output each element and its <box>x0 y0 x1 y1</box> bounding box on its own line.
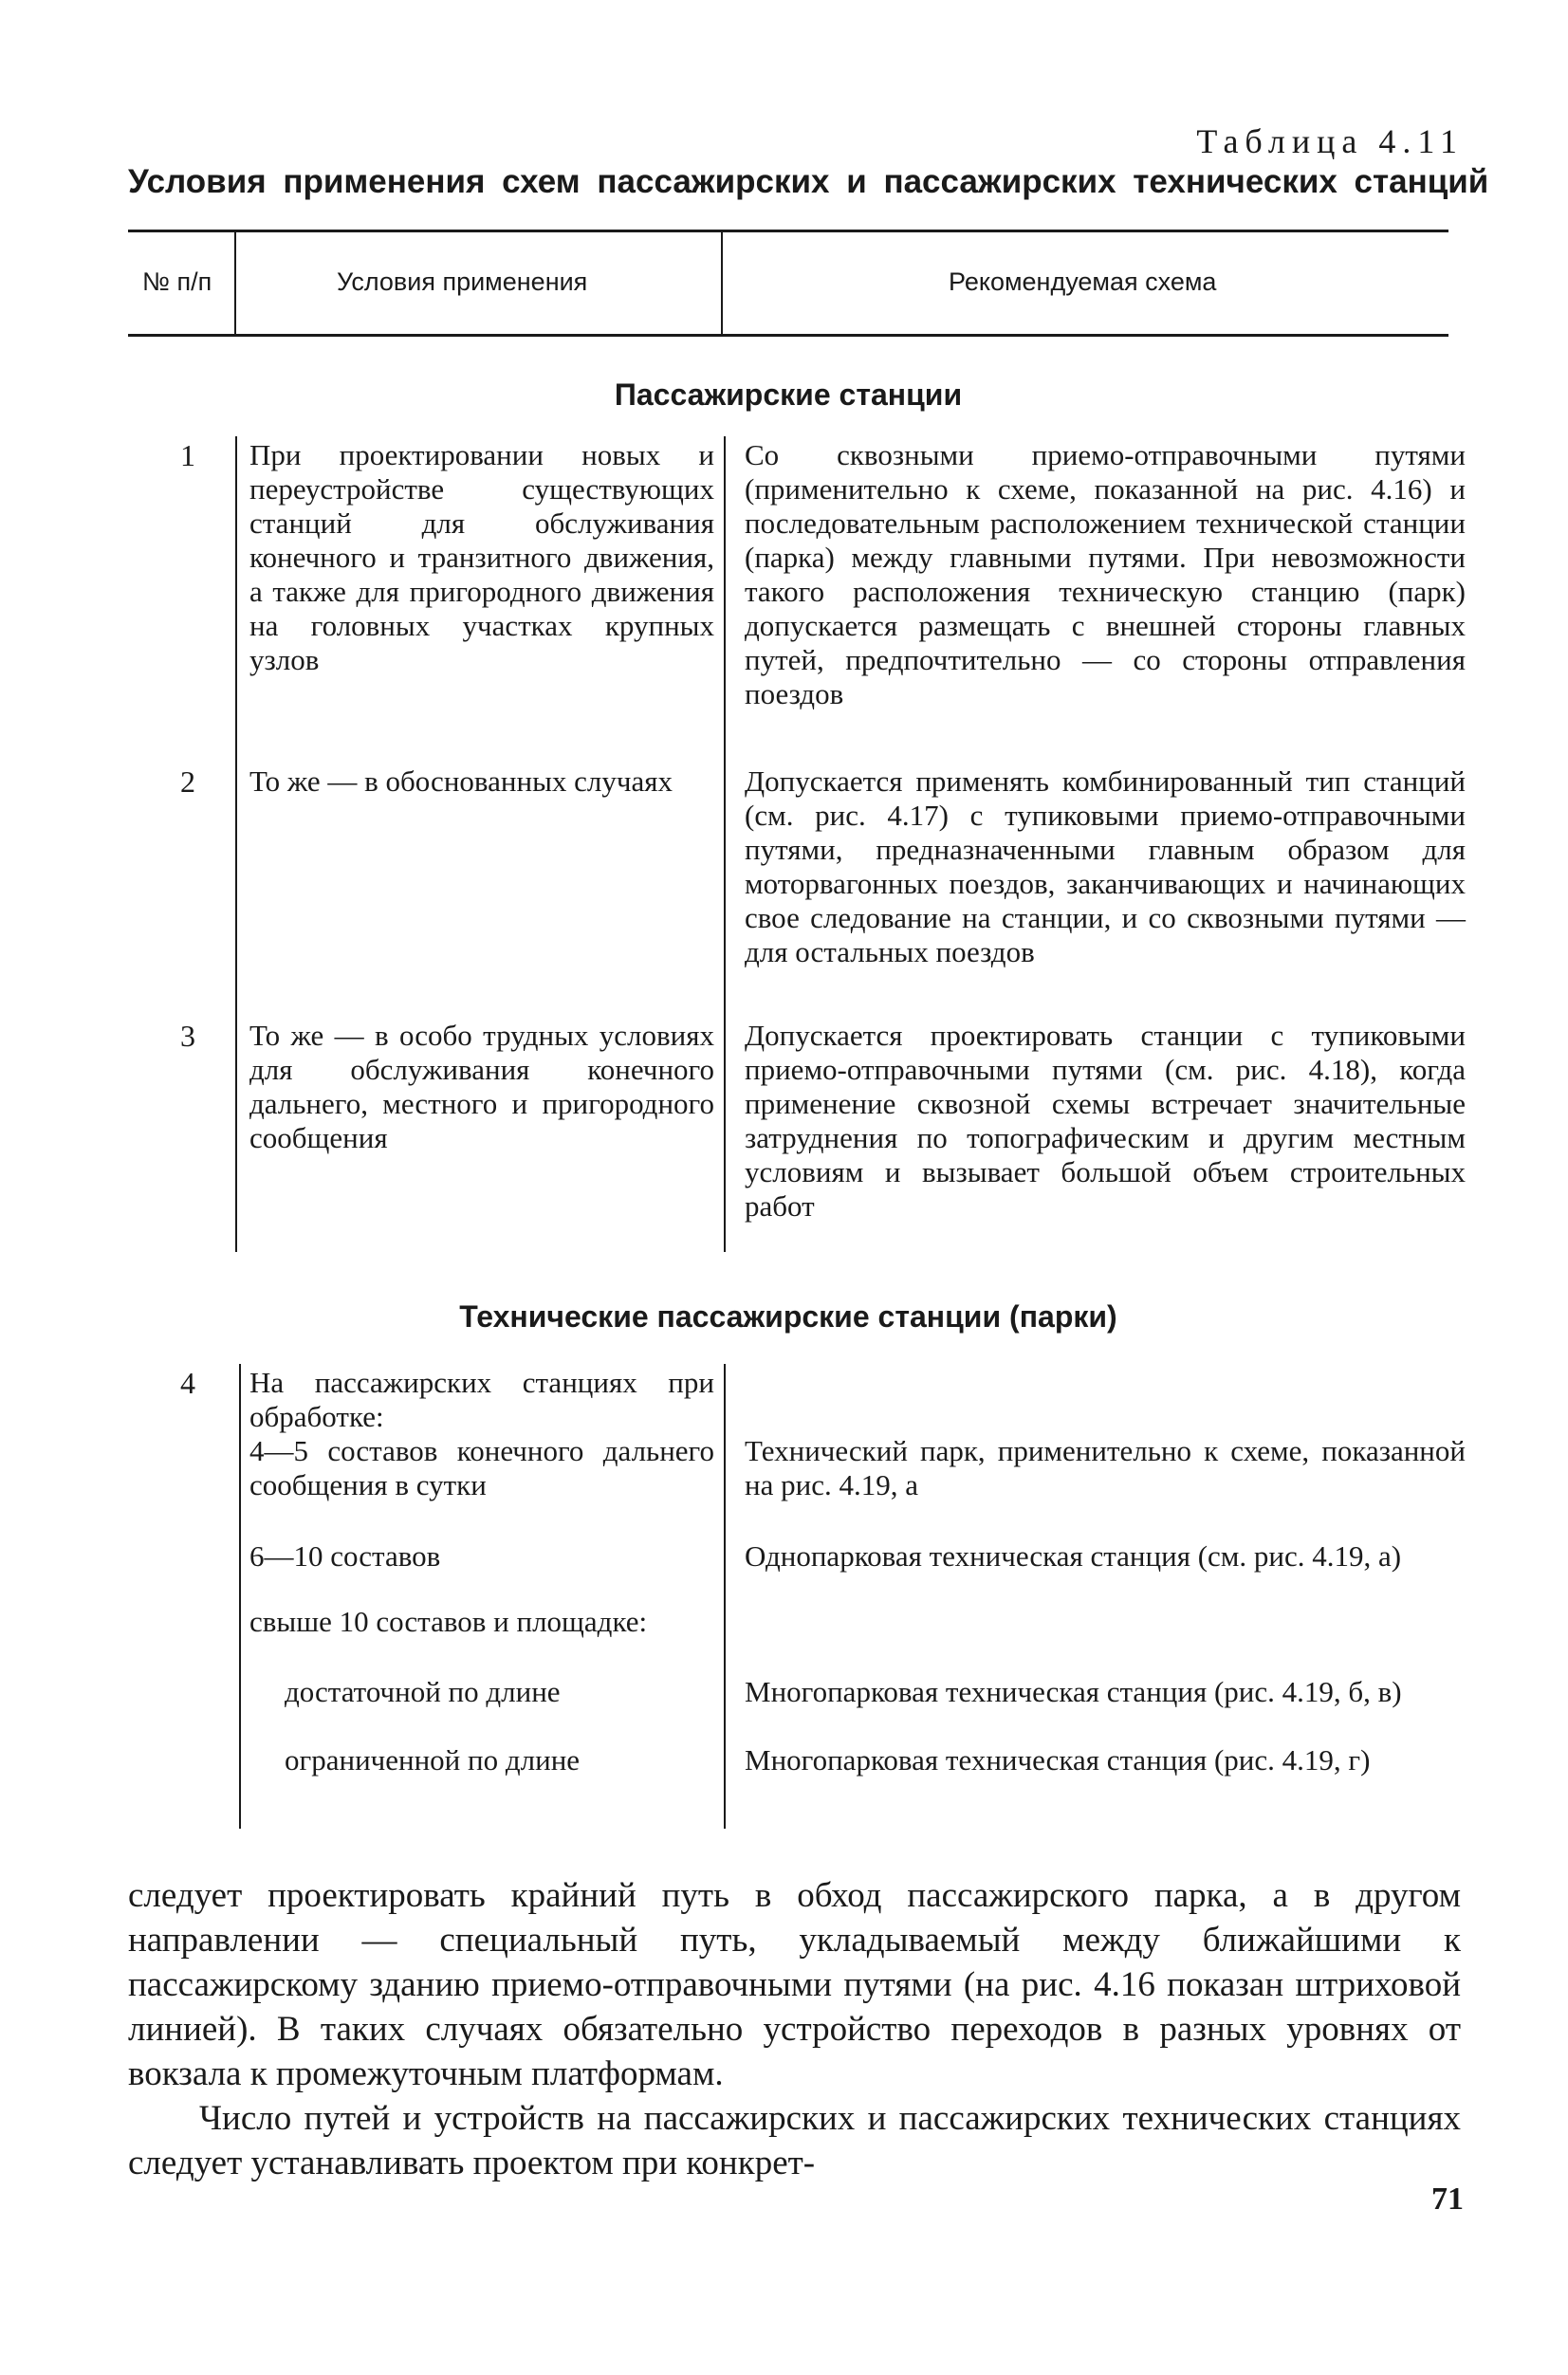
table-title: Условия применения схем пассажирских и пассажирских технических станций <box>128 163 1489 200</box>
header-num: № п/п <box>142 267 212 296</box>
row-scheme: Допускается применять комбинированный тип станций (см. рис. 4.17) с тупиковыми приемо-отправочными путями, предназначенными главным образом для моторвагонных поездов, заканчивающих и начинающих свое следование на станции, и со сквозными путями — для остальных поездов <box>745 764 1466 968</box>
body-text <box>128 1873 1461 2185</box>
column-rule-left <box>239 1364 241 1829</box>
section-title-passenger: Пассажирские станции <box>614 377 963 412</box>
row-scheme-item: Технический парк, применительно к схеме, показанной на рис. 4.19, а <box>745 1434 1466 1501</box>
column-rule-right <box>724 436 726 1252</box>
row-conditions-subitem: ограниченной по длине <box>285 1743 581 1777</box>
column-rule-right <box>724 1364 726 1829</box>
row-number: 3 <box>180 1019 195 1053</box>
body-paragraph: следует проектировать крайний путь в обход пассажирского парка, а в другом направлении — специальный путь, укладываемый между ближайшими к пассажирскому зданию приемо-отправочными путями (на рис. 4.16 показан штриховой линией). В таких случаях обязательно устройство переходов в разных уровнях от вокзала к промежуточным платформам. <box>128 1876 1461 2093</box>
header-separator-2 <box>721 231 723 334</box>
row-conditions: То же — в особо трудных условиях для обслуживания конечного дальнего, местного и пригородного сообщения <box>249 1019 714 1154</box>
table-top-rule <box>128 230 1448 232</box>
row-number: 4 <box>180 1366 195 1400</box>
row-conditions-subitem: достаточной по длине <box>285 1675 561 1708</box>
header-bottom-rule <box>128 334 1448 337</box>
column-rule-left <box>235 436 237 1252</box>
section-title-technical: Технические пассажирские станции (парки) <box>459 1299 1117 1334</box>
body-paragraph: Число путей и устройств на пассажирских и пассажирских технических станциях следует устанавливать проектом при конкрет- <box>128 2099 1461 2182</box>
page-number: 71 <box>1431 2182 1464 2217</box>
row-conditions-item: 4—5 составов конечного дальнего сообщения в сутки <box>249 1434 714 1501</box>
row-number: 2 <box>180 764 195 799</box>
row-conditions: При проектировании новых и переустройстве существующих станций для обслуживания конечного и транзитного движения, а также для пригородного движения на головных участках крупных узлов <box>249 438 714 676</box>
header-scheme: Рекомендуемая схема <box>949 267 1217 296</box>
row-scheme-item: Однопарковая техническая станция (см. рис. 4.19, а) <box>745 1539 1402 1573</box>
row-conditions-item: свыше 10 составов и площадке: <box>249 1605 648 1638</box>
header-conditions: Условия применения <box>337 267 588 296</box>
header-separator-1 <box>234 231 236 334</box>
row-scheme: Со сквозными приемо-отправочными путями (применительно к схеме, показанной на рис. 4.16) и последовательным расположением технической станции (парка) между главными путями. При невозможности такого расположения техническую станцию (парк) допускается размещать с внешней стороны главных путей, предпочтительно — со стороны отправления поездов <box>745 438 1466 710</box>
row-scheme: Допускается проектировать станции с тупиковыми приемо-отправочными путями (см. рис. 4.18), когда применение сквозной схемы встречает значительные затруднения по топографическим и другим местным условиям и вызывает большой объем строительных работ <box>745 1019 1466 1223</box>
row-scheme-item: Многопарковая техническая станция (рис. 4.19, г) <box>745 1743 1371 1777</box>
row-number: 1 <box>180 438 195 472</box>
table-label: Таблица 4.11 <box>1196 122 1464 160</box>
row-conditions-intro: На пассажирских станциях при обработке: <box>249 1366 714 1433</box>
row-scheme-item: Многопарковая техническая станция (рис. 4.19, б, в) <box>745 1675 1402 1708</box>
row-conditions: То же — в обоснованных случаях <box>249 764 673 798</box>
row-conditions-item: 6—10 составов <box>249 1539 441 1573</box>
